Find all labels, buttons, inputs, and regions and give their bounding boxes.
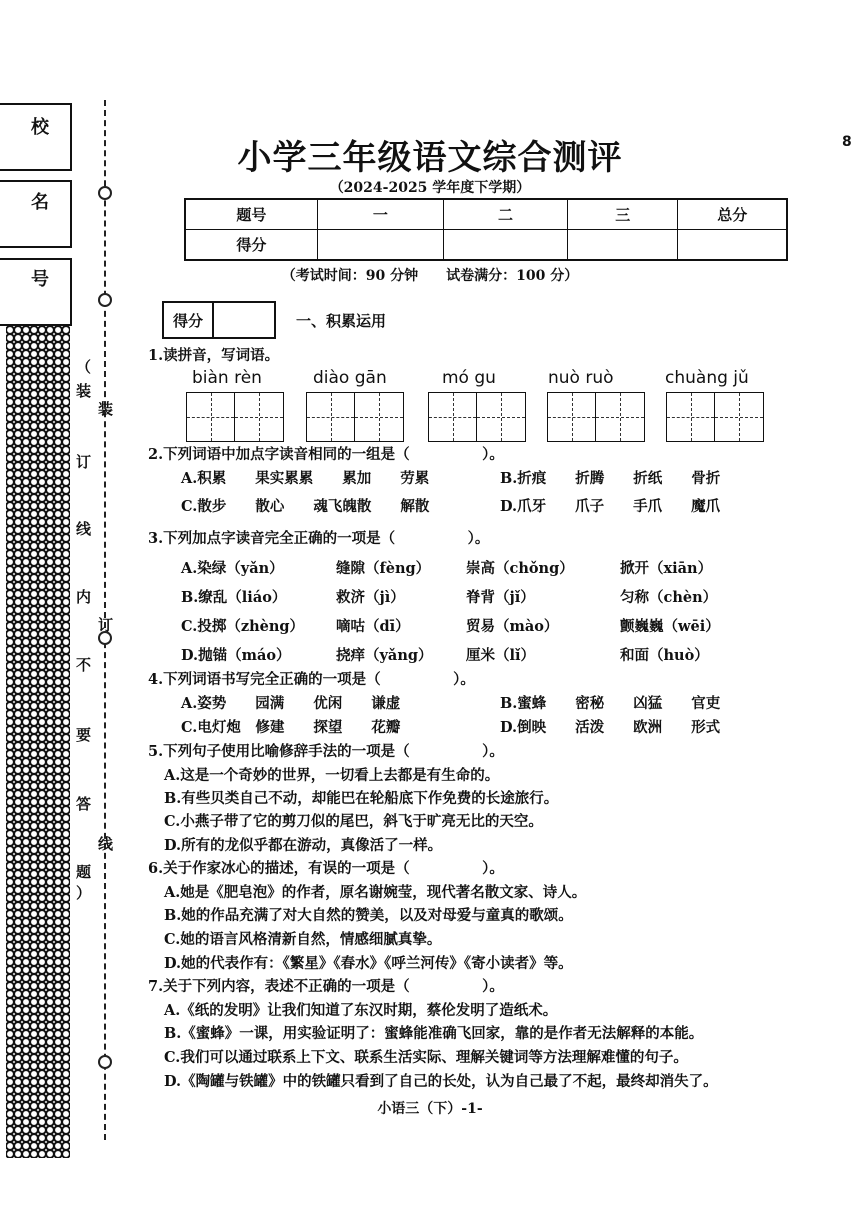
writing-grid[interactable]: [186, 392, 284, 442]
pinyin-1: biàn rèn: [192, 368, 262, 388]
number-label: 号: [31, 269, 49, 290]
binding-note-char: 要: [76, 726, 92, 744]
q3-word: 掀开（xiān）: [620, 560, 713, 577]
page-footer: 小语三（下）-1-: [377, 1101, 483, 1117]
q7-option-a[interactable]: A.《纸的发明》让我们知道了东汉时期，蔡伦发明了造纸术。: [164, 1002, 558, 1019]
page-mark: 8: [842, 134, 852, 150]
q4-option-a[interactable]: A.姿势 园满 优闲 谦虚: [181, 695, 401, 712]
question-2-stem: 2.下列词语中加点字读音相同的一组是（ ）。: [148, 446, 504, 463]
binding-decoration: [6, 326, 70, 1158]
q3-word: 脊背（jǐ）: [466, 589, 535, 606]
q4-option-c[interactable]: C.电灯炮 修建 探望 花瓣: [181, 719, 401, 736]
q6-option-d[interactable]: D.她的代表作有：《繁星》《春水》《呼兰河传》《寄小读者》等。: [164, 955, 573, 972]
writing-grid[interactable]: [306, 392, 404, 442]
question-3-stem: 3.下列加点字读音完全正确的一项是（ ）。: [148, 530, 490, 547]
q3-option-d[interactable]: D.抛锚（máo）: [181, 647, 291, 664]
q5-option-d[interactable]: D.所有的龙似乎都在游动，真像活了一样。: [164, 837, 443, 854]
exam-subtitle: （2024-2025 学年度下学期）: [329, 180, 531, 196]
school-label: 校: [31, 117, 49, 138]
q5-option-a[interactable]: A.这是一个奇妙的世界，一切看上去都是有生命的。: [164, 767, 500, 784]
score-cell[interactable]: [678, 230, 787, 261]
binding-hole: [98, 1055, 112, 1069]
binding-note-char: 线: [76, 520, 92, 538]
q3-word: 嘀咕（dī）: [336, 618, 410, 635]
q4-option-b[interactable]: B.蜜蜂 密秘 凶猛 官吏: [500, 695, 721, 712]
question-4-stem: 4.下列词语书写完全正确的一项是（ ）。: [148, 671, 475, 688]
binding-note-char: 订: [76, 453, 92, 471]
binding-note-char: 答: [76, 795, 92, 813]
score-table: [184, 198, 788, 261]
score-cell[interactable]: [567, 230, 677, 261]
q3-word: 和面（huò）: [620, 647, 709, 664]
writing-grid[interactable]: [547, 392, 645, 442]
pinyin-5: chuàng jǔ: [665, 368, 749, 388]
q3-word: 救济（jì）: [336, 589, 405, 606]
binding-note-char: 内: [76, 588, 92, 606]
q2-option-a[interactable]: A.积累 果实累累 累加 劳累: [181, 470, 430, 487]
q3-word: 颤巍巍（wēi）: [620, 618, 720, 635]
binding-line-char: 线: [98, 835, 114, 853]
q6-option-a[interactable]: A.她是《肥皂泡》的作者，原名谢婉莹，现代著名散文家、诗人。: [164, 884, 587, 901]
q3-word: 贸易（mào）: [466, 618, 559, 635]
score-table-header: 总分: [678, 199, 787, 230]
binding-note-char: （: [76, 358, 92, 376]
writing-grid[interactable]: [666, 392, 764, 442]
binding-line-char: 订: [98, 616, 114, 634]
score-row-label: 得分: [185, 230, 317, 261]
q3-option-a[interactable]: A.染绿（yǎn）: [181, 560, 284, 577]
binding-line-char: 装: [98, 400, 114, 418]
q3-word: 挠痒（yǎng）: [336, 647, 433, 664]
question-5-stem: 5.下列句子使用比喻修辞手法的一项是（ ）。: [148, 743, 504, 760]
q3-option-c[interactable]: C.投掷（zhèng）: [181, 618, 305, 635]
q5-option-b[interactable]: B.有些贝类自己不动，却能巴在轮船底下作免费的长途旅行。: [164, 790, 559, 807]
q2-option-b[interactable]: B.折痕 折腾 折纸 骨折: [500, 470, 721, 487]
pinyin-2: diào gān: [313, 368, 387, 388]
q7-option-b[interactable]: B.《蜜蜂》一课，用实验证明了：蜜蜂能准确飞回家，靠的是作者无法解释的本能。: [164, 1025, 704, 1042]
binding-note-char: 不: [76, 656, 92, 674]
binding-hole: [98, 293, 112, 307]
q6-option-b[interactable]: B.她的作品充满了对大自然的赞美，以及对母爱与童真的歌颂。: [164, 907, 573, 924]
score-table-header: 三: [567, 199, 677, 230]
section-title: 一、积累运用: [296, 312, 387, 330]
name-label: 名: [31, 192, 49, 213]
q3-word: 崇高（chǒng）: [466, 560, 574, 577]
q7-option-c[interactable]: C.我们可以通过联系上下文、联系生活实际、理解关键词等方法理解难懂的句子。: [164, 1049, 688, 1066]
q7-option-d[interactable]: D.《陶罐与铁罐》中的铁罐只看到了自己的长处，认为自己最了不起，最终却消失了。: [164, 1073, 718, 1090]
q5-option-c[interactable]: C.小燕子带了它的剪刀似的尾巴，斜飞于旷亮无比的天空。: [164, 813, 543, 830]
q2-option-d[interactable]: D.爪牙 爪子 手爪 魔爪: [500, 498, 721, 515]
score-cell[interactable]: [443, 230, 567, 261]
section-score-label: 得分: [164, 303, 214, 337]
q3-option-b[interactable]: B.缭乱（liáo）: [181, 589, 287, 606]
q3-word: 匀称（chèn）: [620, 589, 718, 606]
q3-word: 厘米（lǐ）: [466, 647, 536, 664]
q3-word: 缝隙（fèng）: [336, 560, 431, 577]
writing-grid[interactable]: [428, 392, 526, 442]
binding-note-char: 装: [76, 382, 92, 400]
q2-option-c[interactable]: C.散步 散心 魂飞魄散 解散: [181, 498, 430, 515]
q6-option-c[interactable]: C.她的语言风格清新自然，情感细腻真挚。: [164, 931, 442, 948]
score-table-header: 题号: [185, 199, 317, 230]
exam-info: （考试时间：90 分钟 试卷满分：100 分）: [281, 268, 579, 284]
question-1-stem: 1.读拼音，写词语。: [148, 347, 280, 364]
pinyin-3: mó gu: [442, 368, 496, 388]
binding-note-char: 题: [76, 863, 92, 881]
question-6-stem: 6.关于作家冰心的描述，有误的一项是（ ）。: [148, 860, 504, 877]
score-table-header: 一: [317, 199, 443, 230]
binding-note-char: ）: [76, 884, 92, 902]
question-7-stem: 7.关于下列内容，表述不正确的一项是（ ）。: [148, 978, 504, 995]
pinyin-4: nuò ruò: [548, 368, 614, 388]
score-cell[interactable]: [317, 230, 443, 261]
section-score-box[interactable]: [162, 301, 276, 339]
exam-title: 小学三年级语文综合测评: [237, 138, 623, 178]
q4-option-d[interactable]: D.倒映 活泼 欧洲 形式: [500, 719, 721, 736]
score-table-header: 二: [443, 199, 567, 230]
